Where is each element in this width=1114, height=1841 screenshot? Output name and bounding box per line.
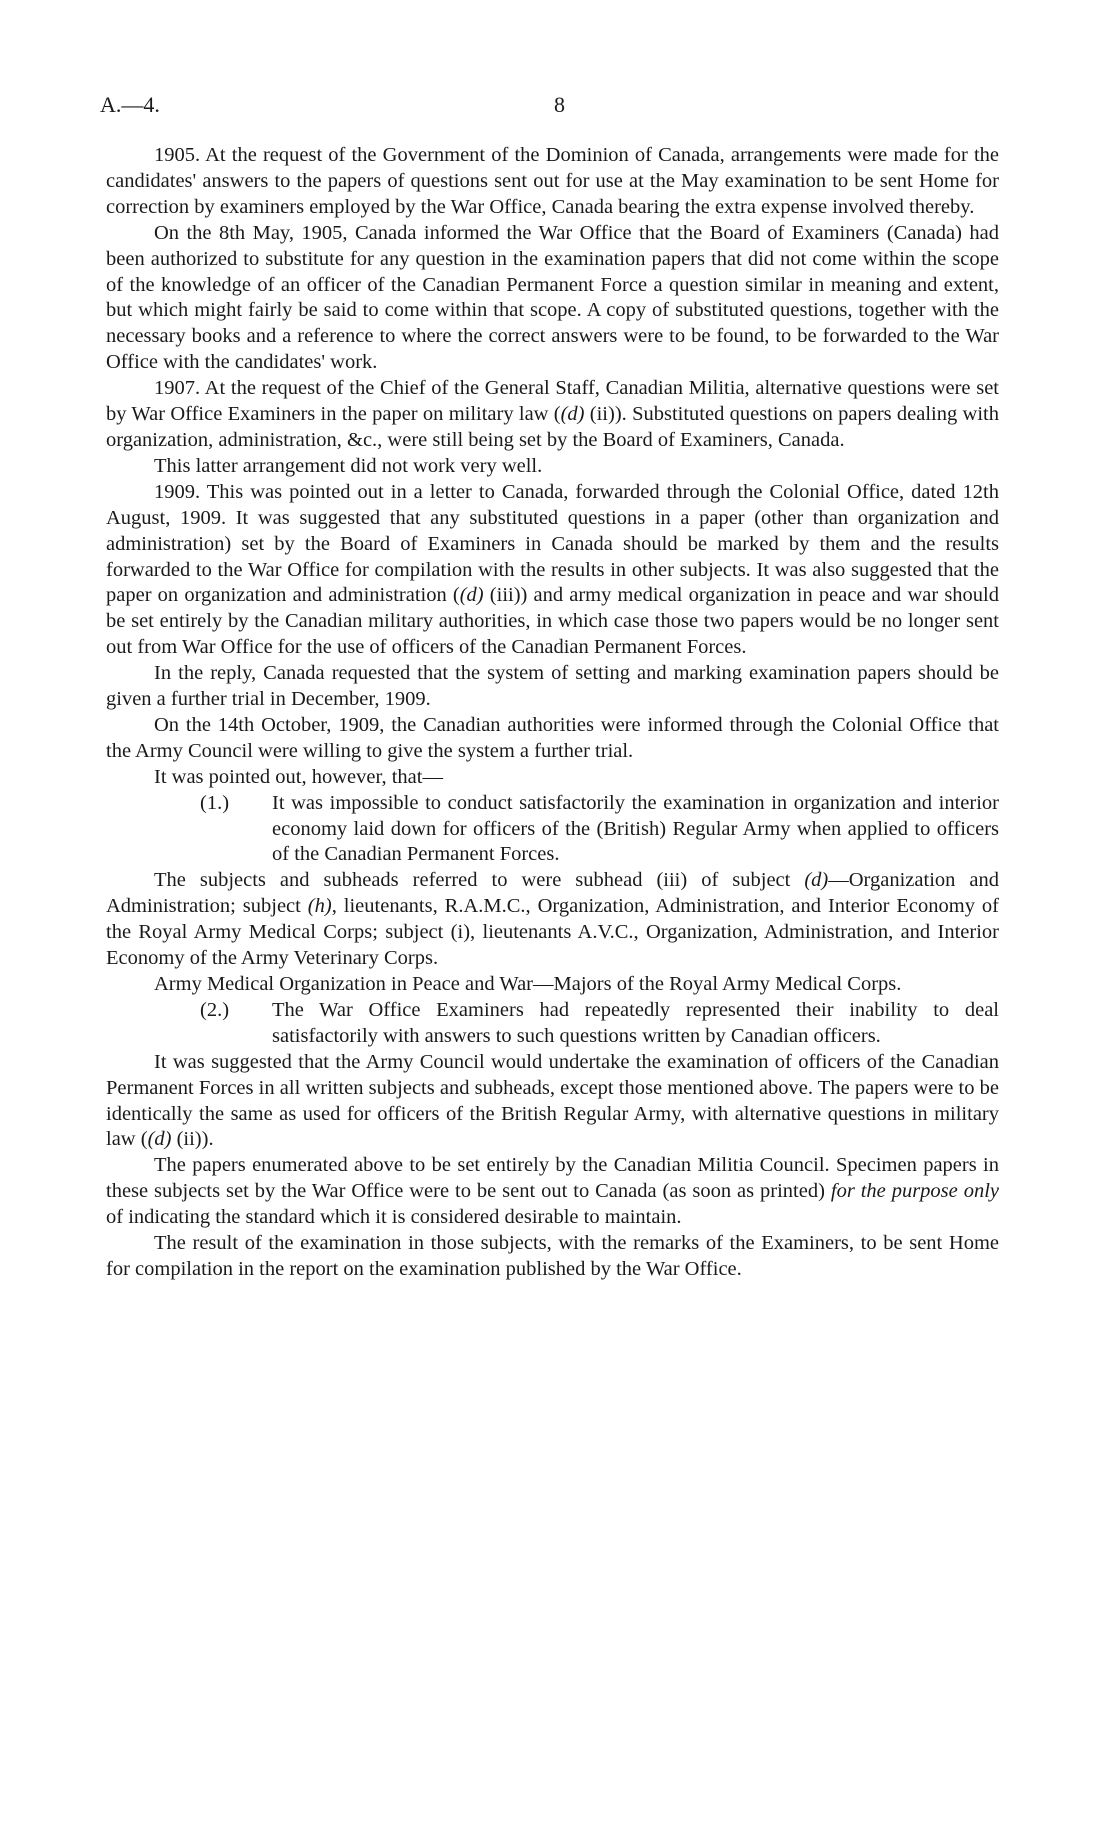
paragraph-pointed-out: It was pointed out, however, that—: [154, 765, 443, 788]
list-item-number: (2.): [200, 998, 230, 1021]
list-item-1-subparagraph: The subjects and subheads referred to were subhead (iii) of subject (d)—Organization and Administration; subject (h), lieutenants, R.A.M.C., Organization, Administration, and Interior Economy of the Royal Army Medical Corps; subject (i), lieutenants A.V.C., Organization, Administration, and Interior Economy of the Army Veterinary Corps.: [106, 869, 999, 970]
list-item-1-subparagraph-2: Army Medical Organization in Peace and War—Majors of the Royal Army Medical Corps.: [154, 973, 902, 995]
document-reference: A.—4.: [100, 92, 160, 117]
paragraph-suggested: It was suggested that the Army Council would undertake the examination of officers of the Canadian Permanent Forces in all written subjects and subheads, except those mentioned above. The papers were to be identically the same as used for officers of the British Regular Army, with alternative questions in military law ((d) (ii)).: [106, 1050, 999, 1151]
paragraph-reply: In the reply, Canada requested that the system of setting and marking examination papers should be given a further trial in December, 1909.: [106, 662, 999, 711]
paragraph-papers-enumerated: The papers enumerated above to be set entirely by the Canadian Militia Council. Specimen papers in these subjects set by the War Office were to be sent out to Canada (as soon as printed) for the purpose only of indicating the standard which it is considered desirable to maintain.: [106, 1154, 999, 1229]
paragraph-14th-october: On the 14th October, 1909, the Canadian authorities were informed through the Colonial Office that the Army Council were willing to give the system a further trial.: [106, 713, 999, 762]
paragraph-1909: 1909. This was pointed out in a letter to Canada, forwarded through the Colonial Office, dated 12th August, 1909. It was suggested that any substituted questions in a paper (other than organization and administration) set by the Board of Examiners in Canada should be marked by them and the results forwarded to the War Office for compilation with the results in other subjects. It was also suggested that the paper on organization and administration ((d) (iii)) and army medical organization in peace and war should be set entirely by the Canadian military authorities, in which case those two papers would be no longer sent out from War Office for the use of officers of the Canadian Permanent Forces.: [106, 480, 1000, 659]
paragraph-arrangement: This latter arrangement did not work very well.: [154, 454, 543, 477]
list-item-text: The War Office Examiners had repeatedly represented their inability to deal satisfactorily with answers to such questions written by Canadian officers.: [272, 998, 999, 1047]
list-item-number: (1.): [200, 791, 230, 814]
page-number: 8: [554, 92, 565, 117]
paragraph-1907: 1907. At the request of the Chief of the General Staff, Canadian Militia, alternative questions were set by War Office Examiners in the paper on military law ((d) (ii)). Substituted questions on papers dealing with organization, administration, &c., were still being set by the Board of Examiners, Canada.: [106, 377, 999, 451]
paragraph-result: The result of the examination in those subjects, with the remarks of the Examiners, to be sent Home for compilation in the report on the examination published by the War Office.: [106, 1232, 999, 1280]
list-item-2: [106, 998, 999, 1050]
paragraph-8th-may: On the 8th May, 1905, Canada informed the War Office that the Board of Examiners (Canada) had been authorized to substitute for any question in the examination papers that did not come within the scope of the knowledge of an officer of the Canadian Permanent Force a question similar in meaning and extent, but which might fairly be said to come within that scope. A copy of substituted questions, together with the necessary books and a reference to where the correct answers were to be found, to be forwarded to the War Office with the candidates' work.: [106, 221, 999, 374]
document-body: [106, 143, 999, 1283]
paragraph-1905: 1905. At the request of the Government of the Dominion of Canada, arrangements were made for the candidates' answers to the papers of questions sent out for use at the May examination to be sent Home for correction by examiners employed by the War Office, Canada bearing the extra expense involved thereby.: [106, 144, 999, 218]
list-item-1: [106, 791, 999, 869]
list-item-text: It was impossible to conduct satisfactorily the examination in organization and interior economy laid down for officers of the (British) Regular Army when applied to officers of the Canadian Permanent Forces.: [272, 791, 999, 866]
